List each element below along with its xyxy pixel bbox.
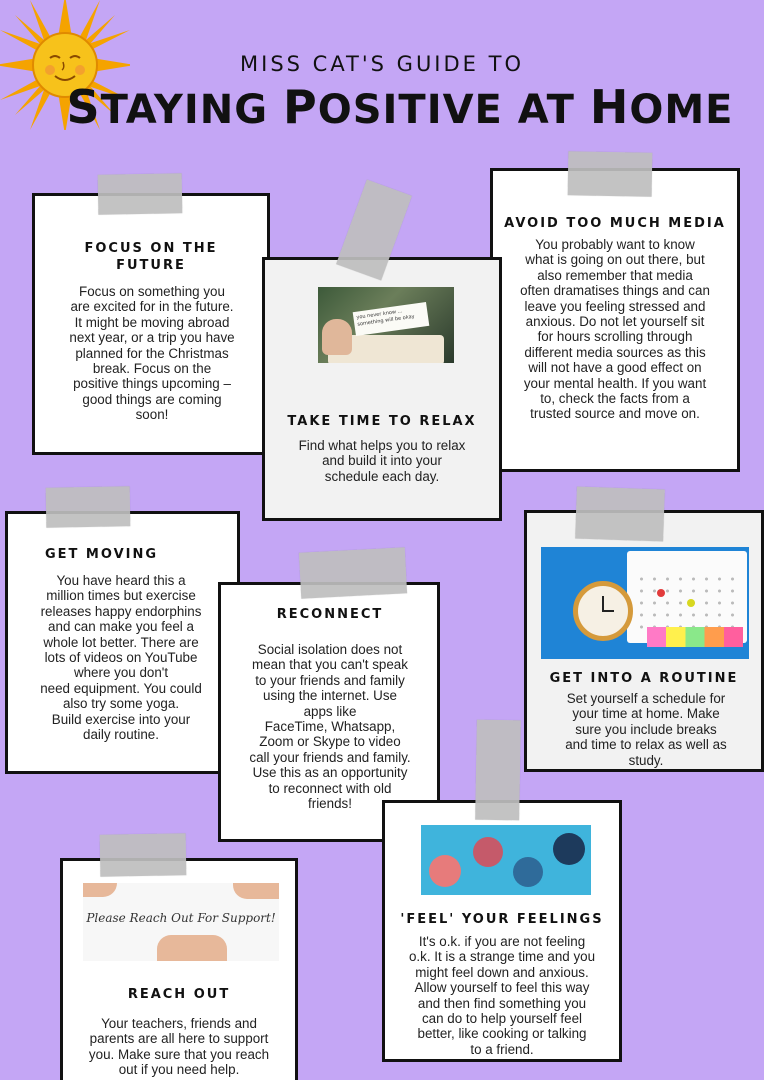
card-heading: GET MOVING <box>44 547 159 562</box>
body-line: what is going on out there, but <box>525 252 705 268</box>
body-line: planned for the Christmas <box>75 345 229 361</box>
body-line: It might be moving abroad <box>74 314 230 330</box>
body-line: call your friends and family. <box>249 749 411 765</box>
body-line: Focus on something you <box>79 284 225 299</box>
body-line: and time to relax as well as <box>565 737 727 753</box>
body-line: different media sources as this <box>524 344 706 360</box>
body-line: lots of videos on YouTube <box>44 650 198 666</box>
body-line: o.k. It is a strange time and you <box>408 949 596 965</box>
body-line: sure you include breaks <box>575 721 717 737</box>
card-take-time-to-relax <box>262 257 502 521</box>
body-line: will not have a good effect on <box>528 360 702 376</box>
body-line: daily routine. <box>83 727 159 743</box>
body-line: and build it into your <box>322 453 442 469</box>
body-line: and then find something you <box>417 995 587 1011</box>
body-line: Allow yourself to feel this way <box>414 980 590 996</box>
body-line: Your teachers, friends and <box>101 1016 257 1031</box>
body-line: Zoom or Skype to video <box>259 734 401 750</box>
title-segment: P <box>283 80 318 134</box>
body-line: out if you need help. <box>118 1062 240 1078</box>
body-line: million times but exercise <box>46 588 196 604</box>
reach-out-photo <box>83 883 279 961</box>
body-line: Use this as an opportunity <box>252 765 408 781</box>
support-caption: Please Reach Out For Support! <box>86 911 276 925</box>
body-line: to your friends and family <box>255 672 405 688</box>
card-heading: GET INTO A ROUTINE <box>549 671 739 686</box>
body-line: study. <box>628 752 664 768</box>
paper-note-icon: you never know ... something will be okay <box>353 302 430 336</box>
body-line: trusted source and move on. <box>530 406 700 422</box>
card-body <box>73 1016 285 1078</box>
card-heading: 'FEEL' YOUR FEELINGS <box>400 912 604 927</box>
body-line: Build exercise into your <box>51 711 191 727</box>
card-body <box>499 237 731 422</box>
card-body <box>229 642 431 811</box>
card-body <box>18 573 224 742</box>
clock-icon <box>573 581 633 641</box>
card-avoid-media <box>490 168 740 472</box>
body-line: parents are all here to support <box>89 1031 269 1047</box>
body-line: Set yourself a schedule for <box>566 691 726 706</box>
body-line: using the internet. Use <box>263 688 397 704</box>
body-line: are excited for in the future. <box>70 299 234 315</box>
tape-strip <box>575 486 665 541</box>
title-segment: S <box>66 80 101 134</box>
title-segment: OME <box>629 87 734 133</box>
body-line: Social isolation does not <box>257 642 403 657</box>
body-line: need equipment. You could <box>40 680 202 696</box>
card-reach-out <box>60 858 298 1080</box>
body-line: can do to help yourself feel <box>421 1011 583 1027</box>
face-icon <box>429 855 461 887</box>
title-segment: H <box>589 80 630 134</box>
title-segment: TAYING <box>100 87 284 133</box>
card-get-into-routine <box>524 510 764 772</box>
body-line: mean that you can't speak <box>252 657 408 673</box>
face-icon <box>553 833 585 865</box>
tape-strip <box>46 486 131 527</box>
body-line: where you don't <box>73 665 169 681</box>
body-line: soon! <box>135 407 169 423</box>
feelings-photo <box>421 825 591 895</box>
tape-strip <box>299 547 407 598</box>
body-line: apps like <box>303 703 357 719</box>
body-line: your time at home. Make <box>572 706 720 722</box>
card-feel-your-feelings <box>382 800 622 1062</box>
body-line: positive things upcoming – <box>73 376 231 392</box>
body-line: might feel down and anxious. <box>415 964 589 980</box>
body-line: good things are coming <box>82 391 222 407</box>
card-body <box>47 284 257 423</box>
hand-icon <box>233 883 279 899</box>
card-focus-on-the-future <box>32 193 270 455</box>
body-line: to a friend. <box>470 1041 534 1057</box>
body-line: You have heard this a <box>56 573 186 588</box>
body-line: whole lot better. There are <box>43 634 199 650</box>
card-heading: REACH OUT <box>127 987 231 1002</box>
body-line: better, like cooking or talking <box>417 1026 587 1042</box>
body-line: also remember that media <box>537 267 693 283</box>
card-body <box>277 438 487 484</box>
tape-strip <box>100 833 187 876</box>
card-heading: FOCUS ON THE FUTURE <box>84 241 218 273</box>
card-get-moving <box>5 511 240 774</box>
body-line: FaceTime, Whatsapp, <box>264 719 396 735</box>
routine-photo <box>541 547 749 659</box>
body-line: and can make you feel a <box>48 619 194 635</box>
relax-photo <box>318 287 454 363</box>
tape-strip <box>568 151 653 196</box>
body-line: releases happy endorphins <box>40 603 202 619</box>
body-line: often dramatises things and can <box>520 283 710 299</box>
body-line: to, check the facts from a <box>540 391 690 407</box>
body-line: It's o.k. if you are not feeling <box>418 934 586 949</box>
face-icon <box>473 837 503 867</box>
card-heading: TAKE TIME TO RELAX <box>287 414 477 429</box>
body-line: you. Make sure that you reach <box>88 1046 270 1062</box>
body-line: Find what helps you to relax <box>298 438 466 453</box>
body-line: also try some yoga. <box>62 696 180 712</box>
body-line: your mental health. If you want <box>523 375 707 391</box>
tape-strip <box>98 173 183 214</box>
body-line: break. Focus on the <box>92 361 212 377</box>
card-body <box>541 691 751 768</box>
sticky-notes-icon <box>647 627 743 647</box>
page-title <box>60 82 740 135</box>
hand-icon <box>157 935 227 961</box>
body-line: anxious. Do not let yourself sit <box>525 314 705 330</box>
card-body <box>397 934 607 1057</box>
card-heading: AVOID TOO MUCH MEDIA <box>504 216 726 231</box>
body-line: next year, or a trip you have <box>69 330 235 346</box>
body-line: schedule each day. <box>324 468 440 484</box>
body-line: You probably want to know <box>535 237 695 252</box>
title-segment: OSITIVE AT <box>317 87 590 133</box>
page-subtitle: MISS CAT'S GUIDE TO <box>240 52 524 76</box>
body-line: to reconnect with old <box>268 780 392 796</box>
hand-icon <box>322 319 352 355</box>
tape-strip <box>475 720 521 821</box>
body-line: friends! <box>308 796 352 812</box>
card-heading: RECONNECT <box>276 607 384 622</box>
body-line: for hours scrolling through <box>537 329 693 345</box>
hand-icon <box>83 883 117 897</box>
face-icon <box>513 857 543 887</box>
body-line: leave you feeling stressed and <box>524 298 706 314</box>
